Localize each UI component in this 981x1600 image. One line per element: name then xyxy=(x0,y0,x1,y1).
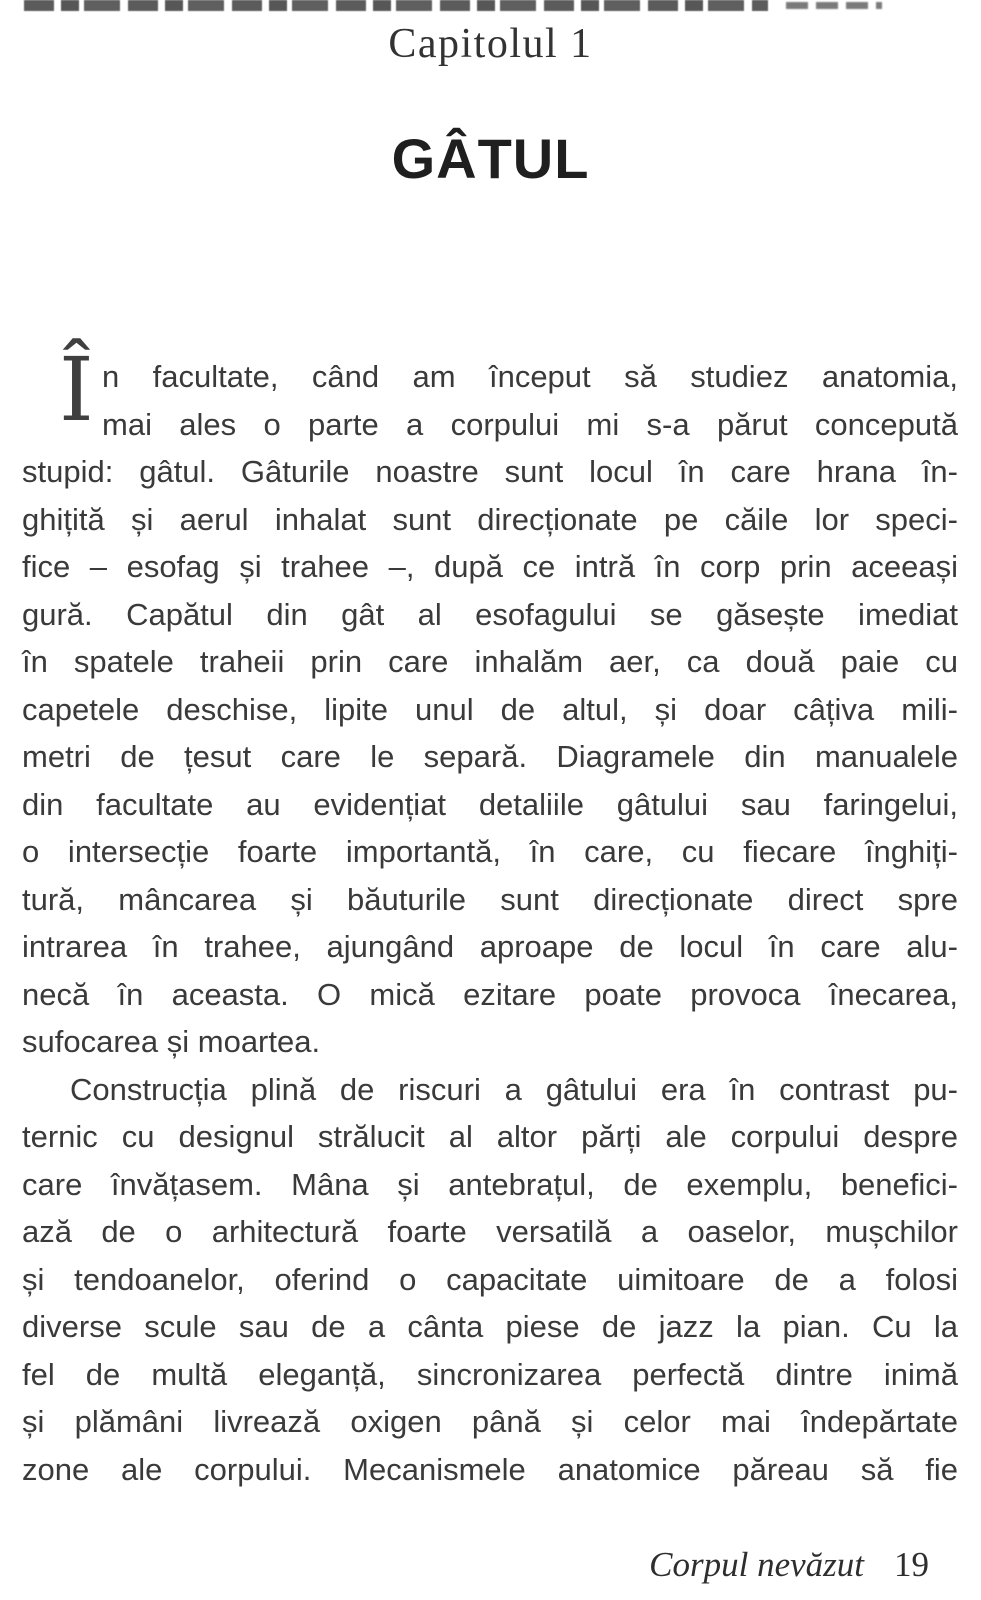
body-line: Construcția plină de riscuri a gâtului era în contrast pu- xyxy=(70,1071,958,1107)
body-line: fel de multă eleganță, sincronizarea perfectă dintre inimă xyxy=(22,1356,958,1392)
body-line: ghițită și aerul inhalat sunt direcționate pe căile lor speci- xyxy=(22,501,958,537)
body-line: din facultate au evidențiat detaliile gâtului sau faringelui, xyxy=(22,786,958,822)
chapter-title: GÂTUL xyxy=(391,127,590,190)
body-line: stupid: gâtul. Gâturile noastre sunt locul în care hrana în- xyxy=(22,454,958,489)
body-line: capetele deschise, lipite unul de altul, și doar câțiva mili- xyxy=(22,691,958,727)
body-line: mai ales o parte a corpului mi s-a părut concepută xyxy=(102,406,958,442)
body-line: și plămâni livrează oxigen până și celor mai îndepărtate xyxy=(22,1404,958,1439)
page-number: 19 xyxy=(894,1545,929,1584)
body-line: sufocarea și moartea. xyxy=(22,1024,321,1059)
body-line: tură, mâncarea și băuturile sunt direcționate direct spre xyxy=(22,881,958,917)
body-line: intrarea în trahee, ajungând aproape de locul în care alu- xyxy=(22,929,958,964)
body-line: care învățasem. Mâna și antebrațul, de exemplu, benefici- xyxy=(22,1166,958,1202)
running-book-title: Corpul nevăzut xyxy=(649,1545,864,1584)
body-line: ternic cu designul strălucit al altor părți ale corpului despre xyxy=(22,1119,958,1154)
page-top-scan-artifact-right xyxy=(786,2,882,9)
body-line: metri de țesut care le separă. Diagramele din manualele xyxy=(22,739,958,774)
body-line: ază de o arhitectură foarte versatilă a oaselor, mușchilor xyxy=(22,1214,958,1249)
body-line: fice – esofag și trahee –, după ce intră în corp prin aceeași xyxy=(22,549,958,584)
drop-cap: Î xyxy=(59,338,94,441)
body-line: în spatele traheii prin care inhalăm aer, ca două paie cu xyxy=(22,644,958,679)
body-line: gură. Capătul din gât al esofagului se găsește imediat xyxy=(22,596,958,632)
body-line: diverse scule sau de a cânta piese de jazz la pian. Cu la xyxy=(22,1309,958,1344)
page-footer xyxy=(649,1545,929,1585)
body-line: necă în aceasta. O mică ezitare poate provoca înecarea, xyxy=(22,976,958,1012)
body-line: n facultate, când am început să studiez anatomia, xyxy=(102,359,958,394)
chapter-label: Capitolul 1 xyxy=(388,21,593,67)
body-text xyxy=(22,338,958,1493)
body-line: o intersecție foarte importantă, în care, cu fiecare înghiți- xyxy=(22,834,958,869)
body-line: zone ale corpului. Mecanismele anatomice păreau să fie xyxy=(22,1451,958,1487)
body-line: și tendoanelor, oferind o capacitate uimitoare de a folosi xyxy=(22,1261,958,1297)
page-top-scan-artifact xyxy=(24,0,768,11)
